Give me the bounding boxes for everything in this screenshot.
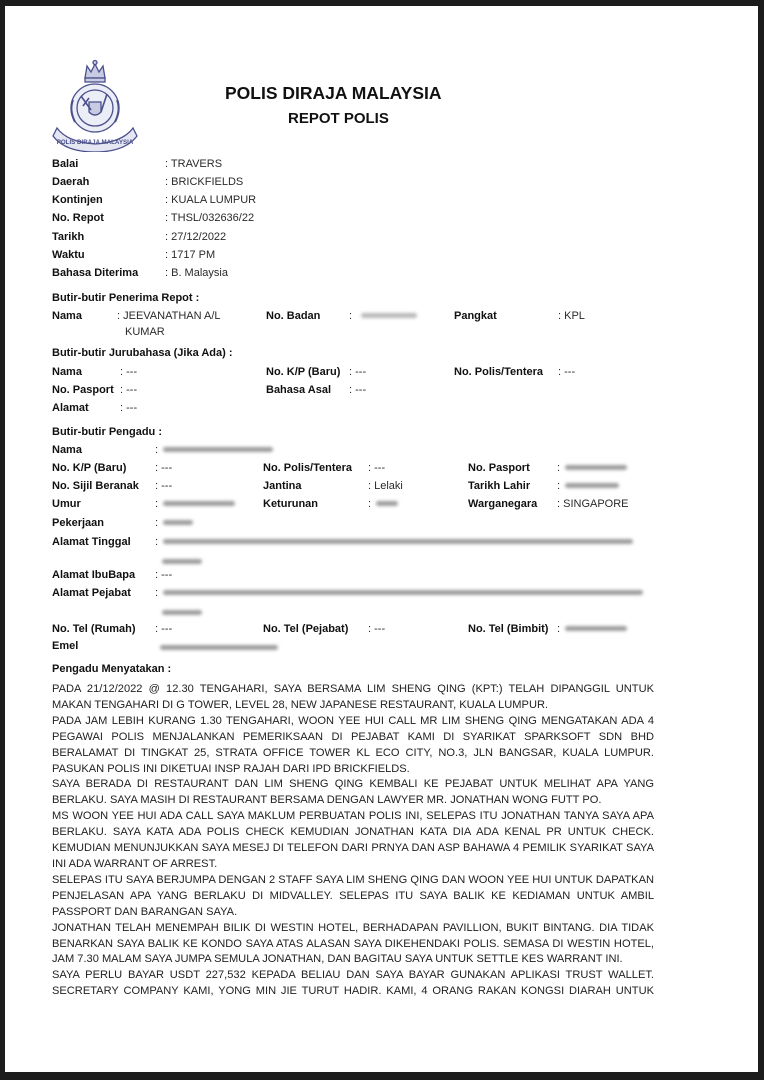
redacted-pekerjaan	[163, 520, 193, 525]
statement-paragraph: SAYA BERADA DI RESTAURANT DAN LIM SHENG QING KEMBALI KE PEJABAT UNTUK MELIHAT APA YANG BERLAKU. SAYA MASIH DI RESTAURANT BERSAMA DENGAN LAWYER MR. JONATHAN WONG FUTT PO.	[52, 778, 654, 807]
pengadu-umur-label: Umur	[52, 498, 81, 510]
jurubahasa-bahasa-value: : ---	[349, 384, 367, 396]
no-repot-label: No. Repot	[52, 212, 104, 224]
pengadu-keturunan-colon: :	[368, 498, 372, 510]
statement-paragraph: JONATHAN TELAH MENEMPAH BILIK DI WESTIN HOTEL, BERHADAPAN PAVILLION, BUKIT BINTANG. DIA TIDAK BENARKAN SAYA BALIK KE KONDO SAYA ATAS ALASAN SAYA DIKEHENDAKI POLIS. SEMASA DI WESTIN HOTEL, JAM 7.30 MALAM SAYA JUMPA SEMULA JONATHAN, DAN BAGITAU SAYA UNTUK SETTLE KES WARRANT INI.	[52, 921, 654, 966]
jurubahasa-nama-value: : ---	[120, 366, 138, 378]
emel-value	[160, 640, 278, 658]
redacted-alamat-pejabat-cont	[162, 605, 202, 623]
pengadu-tinggal-colon: :	[155, 536, 159, 548]
daerah-label: Daerah	[52, 176, 90, 188]
redacted-badan	[361, 313, 417, 318]
pengadu-umur-colon: :	[155, 498, 159, 510]
tarikh-value: : 27/12/2022	[165, 231, 227, 243]
pengadu-lahir-label: Tarikh Lahir	[468, 480, 531, 492]
redacted-alamat-tinggal	[163, 539, 633, 544]
pengadu-keturunan-label: Keturunan	[263, 498, 318, 510]
pdrm-crest-logo	[51, 58, 139, 152]
pengadu-tinggal-label: Alamat Tinggal	[52, 536, 131, 548]
no-badan-label: No. Badan	[266, 310, 321, 322]
balai-label: Balai	[52, 158, 79, 170]
jurubahasa-kp-label: No. K/P (Baru)	[266, 366, 341, 378]
pengadu-jantina-value: : Lelaki	[368, 480, 403, 492]
pengadu-kp-value: : ---	[155, 462, 173, 474]
jurubahasa-pasport-label: No. Pasport	[52, 384, 114, 396]
pengadu-sijil-value: : ---	[155, 480, 173, 492]
redacted-nama	[163, 447, 273, 452]
pengadu-warganegara-value: : SINGAPORE	[557, 498, 629, 510]
pengadu-pejabat-label: Alamat Pejabat	[52, 587, 131, 599]
redacted-tel-bimbit	[565, 626, 627, 631]
jurubahasa-nama-label: Nama	[52, 366, 82, 378]
statement-paragraph: MS WOON YEE HUI ADA CALL SAYA MAKLUM PERBUATAN POLIS INI, SELEPAS ITU JONATHAN TANYA SAYA APA BERLAKU. SAYA KATA ADA POLIS CHECK KEMUDIAN JONATHAN KATA DIA ADA KENAL PR UNTUK CHECK. KEMUDIAN MENUNJUKKAN SAYA MESEJ DI TELEFON DARI PRNYA DAN ASP BAHAWA 4 PEMILIK SYARIKAT SAYA INI ADA WARRANT OF ARREST.	[52, 810, 654, 870]
jurubahasa-alamat-label: Alamat	[52, 402, 89, 414]
statement-paragraph: PADA 21/12/2022 @ 12.30 TENGAHARI, SAYA BERSAMA LIM SHENG QING (KPT:) TELAH DIPANGGIL UNTUK MAKAN TENGAHARI DI G TOWER, LEVEL 28, NEW JAPANESE RESTAURANT, KUALA LUMPUR.	[52, 683, 654, 711]
tarikh-label: Tarikh	[52, 231, 85, 243]
pengadu-sijil-label: No. Sijil Beranak	[52, 480, 139, 492]
tel-rumah-label: No. Tel (Rumah)	[52, 623, 136, 635]
no-badan-colon: :	[349, 310, 353, 322]
penerima-nama-label: Nama	[52, 310, 82, 322]
statement-paragraph: PADA JAM LEBIH KURANG 1.30 TENGAHARI, WOON YEE HUI CALL MR LIM SHENG QING MENGATAKAN ADA 4 PEGAWAI POLIS MENJALANKAN PEMERIKSAAN DI PEJABAT KAMI DI SYARIKAT SPARKSOFT SDN BHD BERALAMAT DI TINGKAT 25, STRATA OFFICE TOWER KL ECO CITY, NO.3, JLN BANGSAR, KUALA LUMPUR. PASUKAN POLIS INI DIKETUAI INSP RAJAH DARI IPD BRICKFIELDS.	[52, 714, 654, 775]
redacted-keturunan	[376, 501, 398, 506]
pengadu-nama-colon: :	[155, 444, 159, 456]
tel-pejabat-value: : ---	[368, 623, 386, 635]
waktu-label: Waktu	[52, 249, 85, 261]
tel-rumah-value: : ---	[155, 623, 173, 635]
jurubahasa-heading: Butir-butir Jurubahasa (Jika Ada) :	[52, 347, 233, 359]
pangkat-label: Pangkat	[454, 310, 497, 322]
pengadu-ibubapa-value: : ---	[155, 569, 173, 581]
jurubahasa-polis-value: : ---	[558, 366, 576, 378]
tel-pejabat-label: No. Tel (Pejabat)	[263, 623, 349, 635]
pengadu-warganegara-label: Warganegara	[468, 498, 538, 510]
pengadu-lahir-value	[557, 480, 619, 492]
statement-paragraph: SAYA PERLU BAYAR USDT 227,532 KEPADA BELIAU DAN SAYA BAYAR GUNAKAN APLIKASI TRUST WALLET. SECRETARY COMPANY KAMI, YONG MIN JIE TURUT HADIR. KAMI, 4 ORANG RAKAN KONGSI DIARAH UNTUK	[52, 969, 654, 998]
pengadu-jantina-label: Jantina	[263, 480, 302, 492]
redacted-emel	[160, 645, 278, 650]
pengadu-pekerjaan-colon: :	[155, 517, 159, 529]
pengadu-pejabat-colon: :	[155, 587, 159, 599]
pangkat-value: : KPL	[558, 310, 585, 322]
waktu-value: : 1717 PM	[165, 249, 216, 261]
pengadu-nama-value	[155, 444, 273, 456]
pengadu-pekerjaan-label: Pekerjaan	[52, 517, 104, 529]
no-repot-value: : THSL/032636/22	[165, 212, 255, 224]
pengadu-lahir-colon: :	[557, 480, 561, 492]
bahasa-diterima-value: : B. Malaysia	[165, 267, 228, 279]
pengadu-polis-label: No. Polis/Tentera	[263, 462, 353, 474]
pengadu-pejabat-value	[155, 587, 643, 599]
redacted-alamat-pejabat	[163, 590, 643, 595]
redacted-umur	[163, 501, 235, 506]
jurubahasa-kp-value: : ---	[349, 366, 367, 378]
pengadu-kp-label: No. K/P (Baru)	[52, 462, 127, 474]
redacted-tarikh-lahir	[565, 483, 619, 488]
pengadu-polis-value: : ---	[368, 462, 386, 474]
bahasa-diterima-label: Bahasa Diterima	[52, 267, 139, 279]
jurubahasa-polis-label: No. Polis/Tentera	[454, 366, 544, 378]
kontinjen-label: Kontinjen	[52, 194, 103, 206]
penerima-heading: Butir-butir Penerima Repot :	[52, 292, 200, 304]
penerima-nama-value: : JEEVANATHAN A/L	[117, 310, 221, 322]
jurubahasa-bahasa-label: Bahasa Asal	[266, 384, 332, 396]
statement-body	[52, 682, 654, 1000]
emel-label: Emel	[52, 640, 79, 652]
statement-paragraph: SELEPAS ITU SAYA BERJUMPA DENGAN 2 STAFF SAYA LIM SHENG QING DAN WOON YEE HUI UNTUK DAPATKAN PENJELASAN APA YANG BERLAKU DI MIDVALLEY. SELEPAS ITU SAYA BALIK KE KEDIAMAN UNTUK AMBIL PASSPORT DAN BARANGAN SAYA.	[52, 873, 654, 918]
report-page	[5, 6, 758, 1072]
statement-heading: Pengadu Menyatakan :	[52, 663, 172, 675]
pengadu-nama-label: Nama	[52, 444, 82, 456]
pengadu-pasport-value	[557, 462, 627, 474]
pengadu-ibubapa-label: Alamat IbuBapa	[52, 569, 136, 581]
pengadu-umur-value	[155, 498, 235, 510]
logo-ribbon-text: POLIS DIRAJA MALAYSIA	[56, 139, 134, 146]
org-name: POLIS DIRAJA MALAYSIA	[225, 83, 442, 103]
pengadu-tinggal-value	[155, 536, 633, 548]
tel-bimbit-label: No. Tel (Bimbit)	[468, 623, 549, 635]
pengadu-pasport-label: No. Pasport	[468, 462, 530, 474]
pengadu-heading: Butir-butir Pengadu :	[52, 426, 162, 438]
kontinjen-value: : KUALA LUMPUR	[165, 194, 257, 206]
tel-bimbit-colon: :	[557, 623, 561, 635]
redacted-pasport	[565, 465, 627, 470]
tel-bimbit-value	[557, 623, 627, 635]
daerah-value: : BRICKFIELDS	[165, 176, 244, 188]
jurubahasa-alamat-value: : ---	[120, 402, 138, 414]
balai-value: : TRAVERS	[165, 158, 223, 170]
penerima-nama-value-cont: KUMAR	[125, 326, 165, 338]
pengadu-pekerjaan-value	[155, 517, 193, 529]
pengadu-keturunan-value	[368, 498, 398, 510]
document-title: REPOT POLIS	[288, 110, 389, 127]
pengadu-pasport-colon: :	[557, 462, 561, 474]
jurubahasa-pasport-value: : ---	[120, 384, 138, 396]
no-badan-value	[349, 310, 417, 322]
